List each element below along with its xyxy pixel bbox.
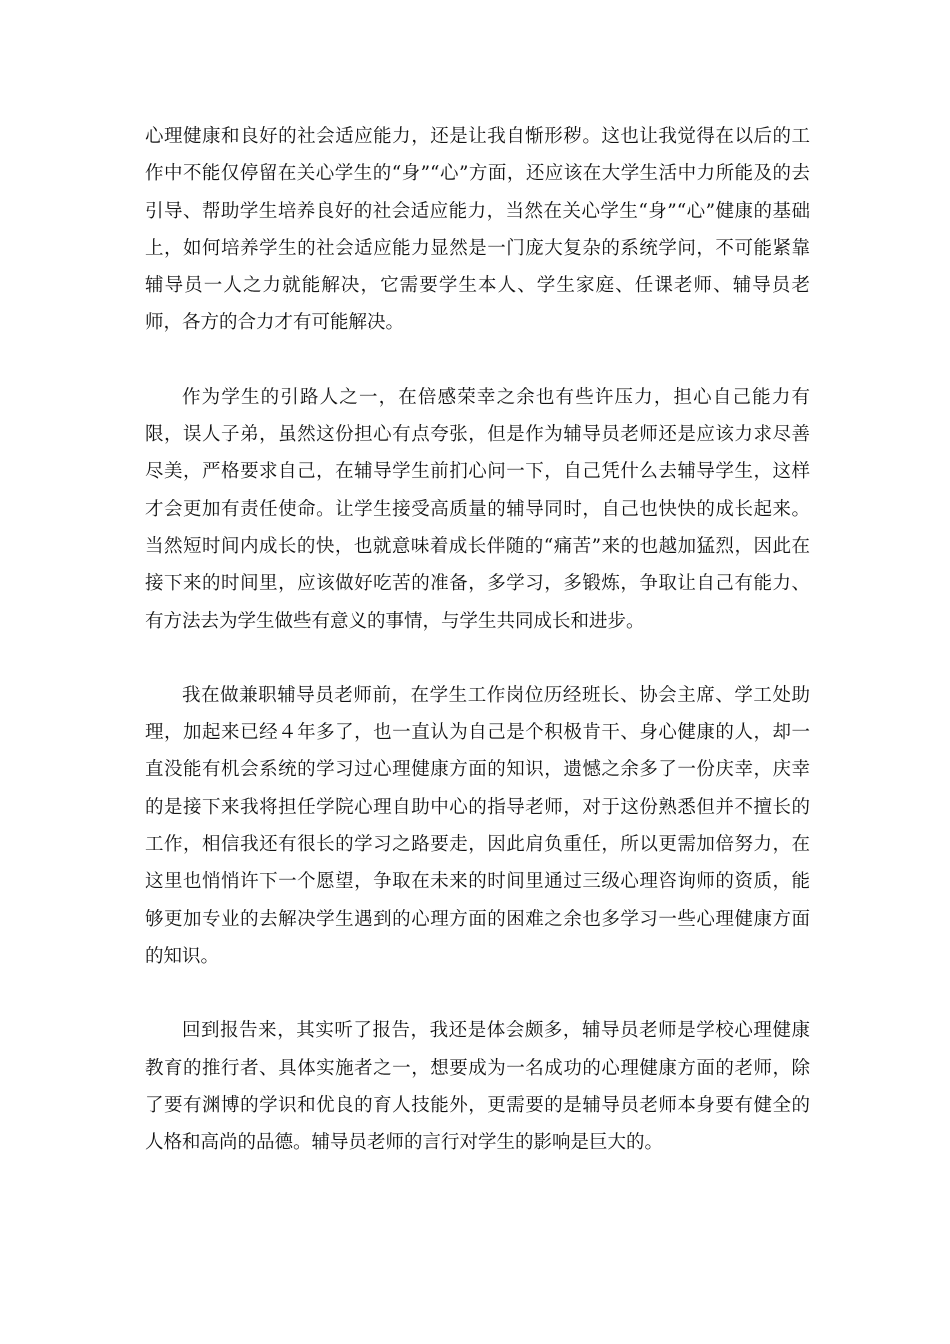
document-body <box>145 118 810 1198</box>
paragraph-1: 心理健康和良好的社会适应能力，还是让我自惭形秽。这也让我觉得在以后的工作中不能仅停留在关心学生的“身”“心”方面，还应该在大学生活中力所能及的去引导、帮助学生培养良好的社会适应能力，当然在关心学生“身”“心”健康的基础上，如何培养学生的社会适应能力显然是一门庞大复杂的系统学问，不可能紧靠辅导员一人之力就能解决，它需要学生本人、学生家庭、任课老师、辅导员老师，各方的合力才有可能解决。 <box>145 126 810 334</box>
paragraph-4: 回到报告来，其实听了报告，我还是体会颇多，辅导员老师是学校心理健康教育的推行者、具体实施者之一，想要成为一名成功的心理健康方面的老师，除了要有渊博的学识和优良的育人技能外，更需要的是辅导员老师本身要有健全的人格和高尚的品德。辅导员老师的言行对学生的影响是巨大的。 <box>145 1020 810 1154</box>
paragraph-2: 作为学生的引路人之一，在倍感荣幸之余也有些许压力，担心自己能力有限，误人子弟，虽然这份担心有点夸张，但是作为辅导员老师还是应该力求尽善尽美，严格要求自己，在辅导学生前扪心问一下，自己凭什么去辅导学生，这样才会更加有责任使命。让学生接受高质量的辅导同时，自己也快快的成长起来。当然短时间内成长的快，也就意味着成长伴随的“痛苦”来的也越加猛烈，因此在接下来的时间里，应该做好吃苦的准备，多学习，多锻炼，争取让自己有能力、有方法去为学生做些有意义的事情，与学生共同成长和进步。 <box>145 386 810 632</box>
paragraph-3: 我在做兼职辅导员老师前，在学生工作岗位历经班长、协会主席、学工处助理，加起来已经４年多了，也一直认为自己是个积极肯干、身心健康的人，却一直没能有机会系统的学习过心理健康方面的知识，遗憾之余多了一份庆幸，庆幸的是接下来我将担任学院心理自助中心的指导老师，对于这份熟悉但并不擅长的工作，相信我还有很长的学习之路要走，因此肩负重任，所以更需加倍努力，在这里也悄悄许下一个愿望，争取在未来的时间里通过三级心理咨询师的资质，能够更加专业的去解决学生遇到的心理方面的困难之余也多学习一些心理健康方面的知识。 <box>145 684 810 967</box>
